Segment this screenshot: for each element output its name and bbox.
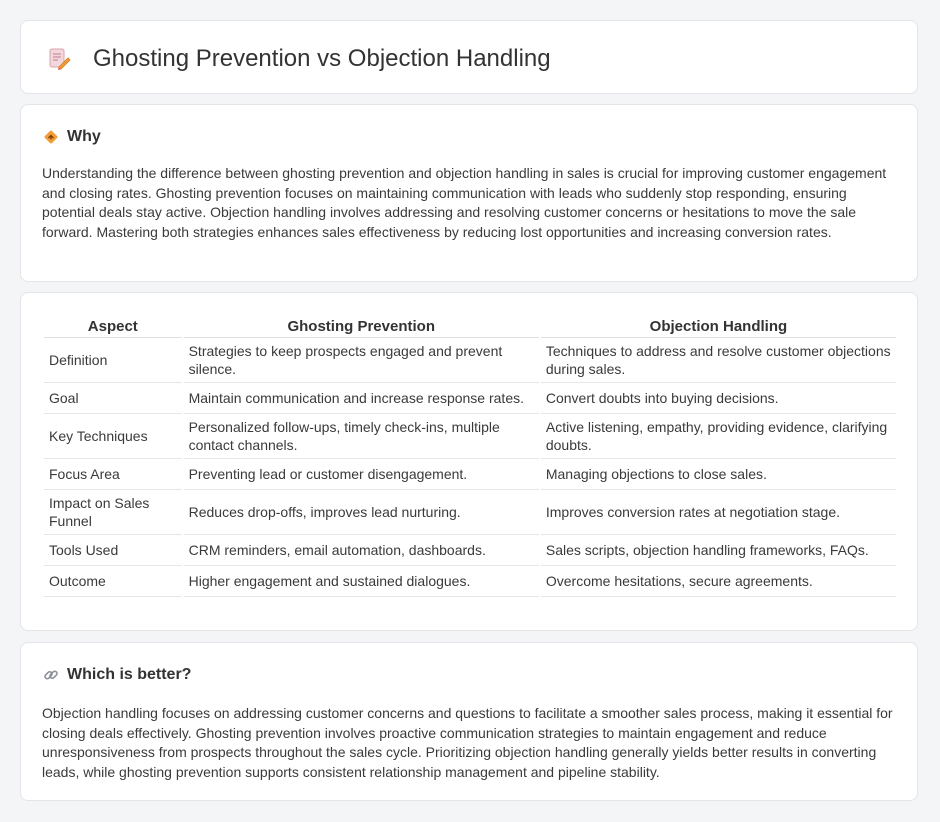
cell-objection: Sales scripts, objection handling frameworks, FAQs. xyxy=(541,535,896,566)
link-icon xyxy=(43,667,59,683)
cell-aspect: Focus Area xyxy=(44,459,182,490)
cell-objection: Techniques to address and resolve customer objections during sales. xyxy=(541,338,896,383)
cell-aspect: Goal xyxy=(44,383,182,414)
diamond-direction-icon xyxy=(43,129,59,145)
page-title: Ghosting Prevention vs Objection Handling xyxy=(93,45,551,72)
cell-objection: Convert doubts into buying decisions. xyxy=(541,383,896,414)
cell-aspect: Outcome xyxy=(44,566,182,597)
document-pencil-icon xyxy=(47,47,71,71)
why-heading-row xyxy=(43,126,101,148)
table-header-row xyxy=(44,315,896,338)
table-row xyxy=(44,338,896,383)
title-card xyxy=(20,20,918,94)
better-paragraph: Objection handling focuses on addressing customer concerns and questions to facilitate a smoother sales process, making it essential for closing deals effectively. Ghosting prevention involves proactive communication strategies to maintain engagement and reduce unresponsiveness from prospects throughout the sales cycle. Prioritizing objection handling generally yields better results in converting leads, while ghosting prevention supports consistent relationship management and pipeline stability. xyxy=(42,705,893,780)
header-aspect: Aspect xyxy=(44,315,182,338)
table-row xyxy=(44,535,896,566)
table-row xyxy=(44,566,896,597)
cell-objection: Managing objections to close sales. xyxy=(541,459,896,490)
cell-aspect: Tools Used xyxy=(44,535,182,566)
cell-ghosting: Preventing lead or customer disengagement. xyxy=(184,459,539,490)
comparison-table xyxy=(42,315,898,597)
better-heading-row xyxy=(43,664,191,686)
cell-ghosting: Maintain communication and increase response rates. xyxy=(184,383,539,414)
cell-objection: Improves conversion rates at negotiation stage. xyxy=(541,490,896,535)
cell-objection: Overcome hesitations, secure agreements. xyxy=(541,566,896,597)
cell-aspect: Definition xyxy=(44,338,182,383)
cell-ghosting: Reduces drop-offs, improves lead nurturing. xyxy=(184,490,539,535)
table-row xyxy=(44,383,896,414)
cell-aspect: Key Techniques xyxy=(44,414,182,459)
better-heading: Which is better? xyxy=(67,666,192,683)
comparison-section xyxy=(20,292,918,631)
header-objection-handling: Objection Handling xyxy=(541,315,896,338)
why-heading: Why xyxy=(67,128,101,145)
cell-ghosting: Strategies to keep prospects engaged and prevent silence. xyxy=(184,338,539,383)
header-ghosting-prevention: Ghosting Prevention xyxy=(184,315,539,338)
cell-ghosting: CRM reminders, email automation, dashboards. xyxy=(184,535,539,566)
why-section xyxy=(20,104,918,282)
cell-ghosting: Higher engagement and sustained dialogues. xyxy=(184,566,539,597)
table-row xyxy=(44,490,896,535)
why-paragraph: Understanding the difference between ghosting prevention and objection handling in sales is crucial for improving customer engagement and closing rates. Ghosting prevention focuses on maintaining communication with leads who suddenly stop responding, ensuring potential deals stay active. Objection handling involves addressing and resolving customer concerns or hesitations to move the sale forward. Mastering both strategies enhances sales effectiveness by reducing lost opportunities and increasing conversion rates. xyxy=(42,165,887,240)
table-row xyxy=(44,459,896,490)
cell-aspect: Impact on Sales Funnel xyxy=(44,490,182,535)
which-is-better-section xyxy=(20,642,918,801)
table-row xyxy=(44,414,896,459)
cell-ghosting: Personalized follow-ups, timely check-ins, multiple contact channels. xyxy=(184,414,539,459)
cell-objection: Active listening, empathy, providing evidence, clarifying doubts. xyxy=(541,414,896,459)
